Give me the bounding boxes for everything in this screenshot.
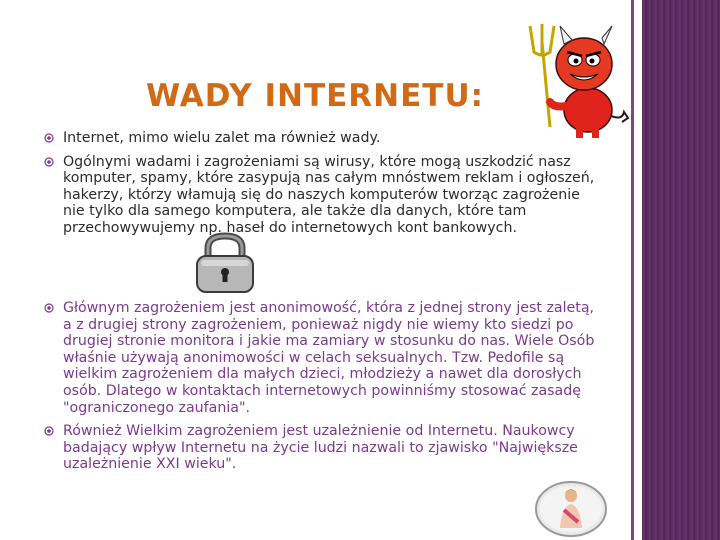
woman-photo [534, 480, 608, 538]
bullet-text: Również Wielkim zagrożeniem jest uzależnienie od Internetu. Naukowcy badający wpływ Internetu na życie ludzi nazwali to zjawisko "Największe uzależnienie XXI wieku". [63, 423, 578, 473]
padlock-icon [192, 232, 258, 294]
bullet-text: Internet, mimo wielu zalet ma również wady. [63, 130, 381, 146]
bullet-icon [44, 426, 54, 436]
list-item [0, 300, 600, 416]
bullet-text: Głównym zagrożeniem jest anonimowość, która z jednej strony jest zaletą, a z drugiej strony zagrożeniem, ponieważ nigdy nie wiemy kto siedzi po drugiej stronie monitora i jakie ma zamiary w stosunku do nas. Wiele Osób właśnie używają anonimowości w celach seksualnych. Tzw. Pedofile są wielkim zagrożeniem dla małych dzieci, młodzieży a nawet dla dorosłych osób. Dlatego w kontaktach internetowych powinniśmy stosować zasadę "ograniczonego zaufania". [63, 300, 595, 416]
bullet-list-bottom [0, 300, 600, 473]
slide-title: WADY INTERNETU: [146, 78, 485, 114]
list-item [0, 423, 600, 473]
list-item [0, 154, 600, 237]
bullet-icon [44, 157, 54, 167]
bullet-icon [44, 133, 54, 143]
bullet-icon [44, 303, 54, 313]
devil-icon [512, 22, 630, 140]
list-item [0, 130, 600, 147]
side-decoration-band [642, 0, 720, 540]
bullet-list-top [0, 130, 600, 237]
bullet-text: Ogólnymi wadami i zagrożeniami są wirusy, które mogą uszkodzić nasz komputer, spamy, które zasypują nas całym mnóstwem reklam i ogłoszeń, hakerzy, którzy włamują się do naszych komputerów tworząc zagrożenie nie tylko dla samego komputera, ale także dla danych, które tam przechowywujemy np. haseł do internetowych kont bankowych. [63, 153, 595, 236]
side-line [631, 0, 634, 540]
